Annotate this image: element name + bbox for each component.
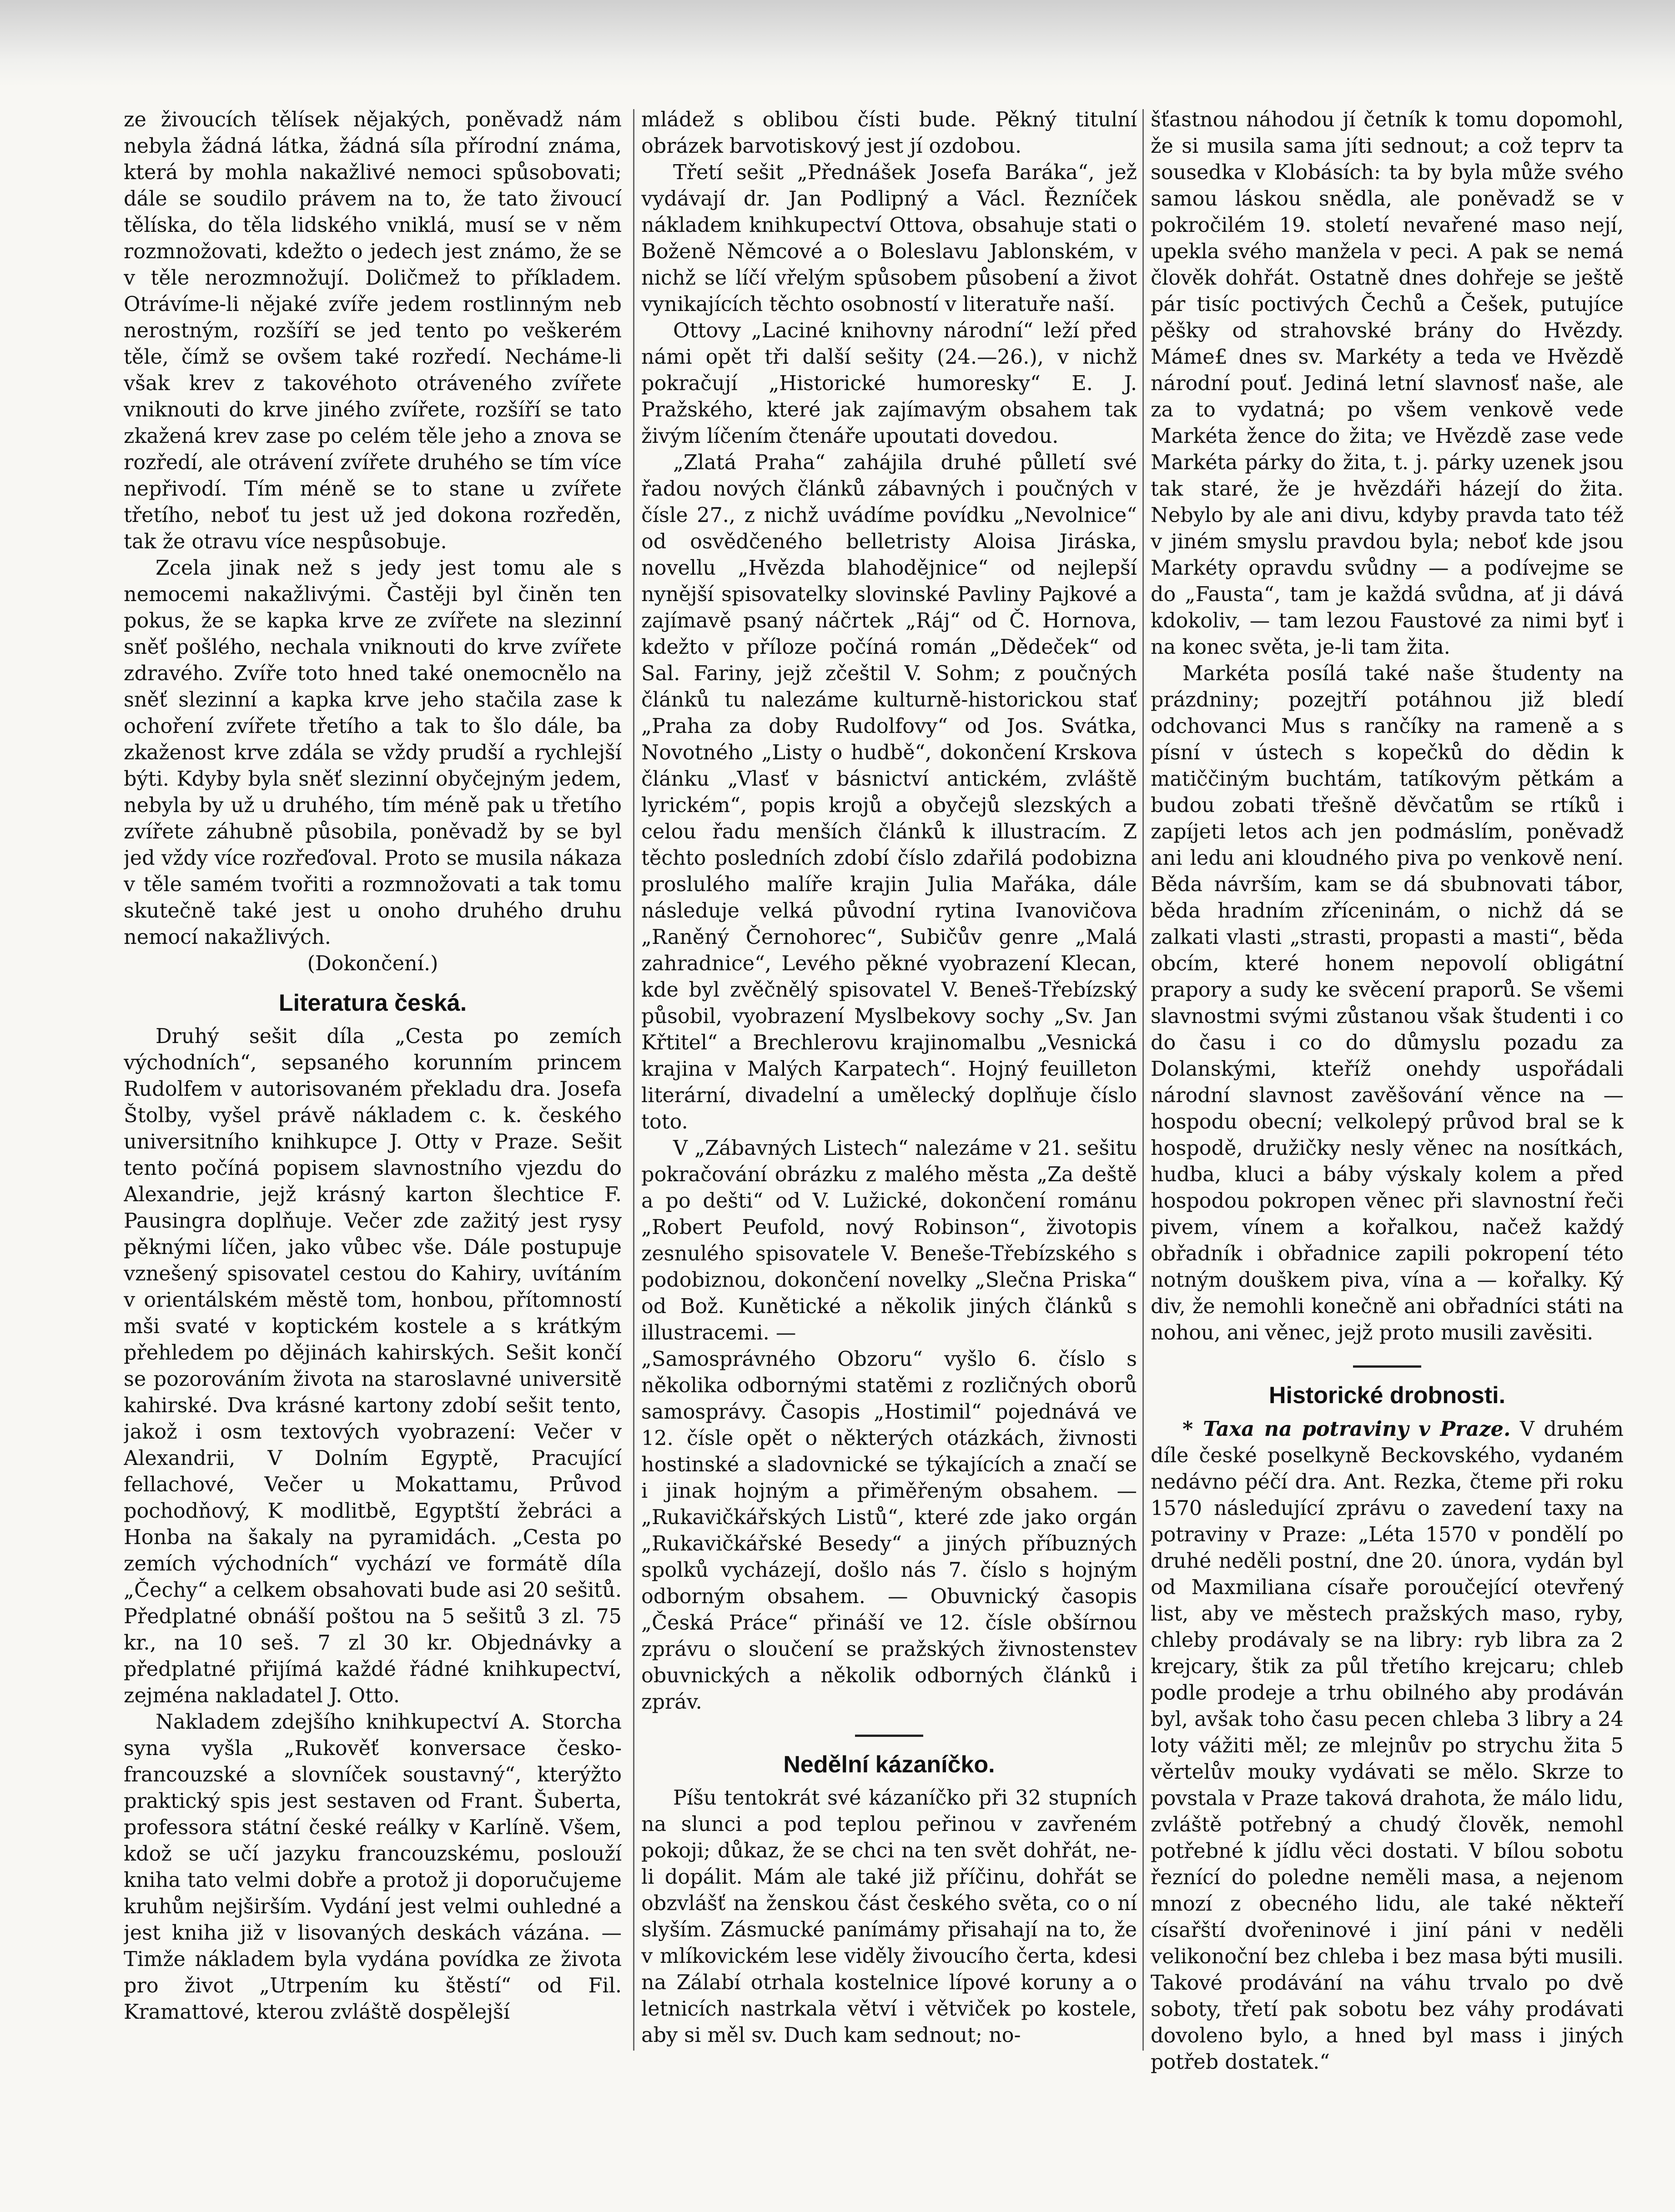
- article-paragraph: Třetí sešit „Přednášek Josefa Baráka“, jež vydávají dr. Jan Podlipný a Václ. Řezníček nákladem knihkupectví Ottova, obsahuje stati o Boženě Němcové a o Boleslavu Jablonském, v nichž se líčí vřelým spůsobem působení a život vynikajících těchto osobností v literatuře naší.: [641, 161, 1137, 316]
- item-text: V druhém díle české poselkyně Beckovského, vydaném nedávno péčí dra. Ant. Rezka, čteme při roku 1570 následující zprávu o zavedení taxy na potraviny v Praze: „Léta 1570 v pondělí po druhé neděli postní, dne 20. února, vydán byl od Maxmiliana císaře poroučející otevřený list, aby ve městech pražských maso, ryby, chleby prodávaly se na libry: ryb libra za 2 krejcary, štik za půl třetího krejcaru; chleb podle prodeje a trhu obilného aby prodáván byl, avšak toho času pecen chleba 3 libry a 24 loty vážiti měl; ze mlejnův po strychu žita 5 věrtelův mouky vydávati se mělo. Skrze to povstala v Praze taková drahota, že málo lidu, zvláště potřebný a chudý člověk, nemohl potřebné k jídlu věci dostati. V bílou sobotu řeznící do poledne neměli masa, a nejenom mnozí z obecného lidu, ale také někteří císařští dvořeninové i jiní páni v neděli velikonoční bez chleba i bez masa býti musili. Takové prodávání na váhu trvalo po dvě soboty, třetí pak sobotu bez váhy prodávati dovoleno bylo, a hned byl mass i jiných potřeb dostatek.“: [1151, 1418, 1624, 2074]
- column-2: [641, 107, 1137, 2153]
- column-divider: [1142, 109, 1144, 2051]
- section-heading: Historické drobnosti.: [1268, 1382, 1506, 1409]
- article-paragraph: „Samosprávného Obzoru“ vyšlo 6. číslo s několika odbornými statěmi z rozličných oborů samosprávy. Časopis „Hostimil“ pojednává ve 12. čísle opět o některých otázkách, živnosti hostinské a sladovnické se týkajících a značí se i jinak hojným a přiměřeným obsahem. — „Rukavičkářských Listů“, které zde jako orgán „Rukavičkářské Besedy“ a jiných příbuzných spolků vycházejí, došlo nás 7. číslo s hojným odborným obsahem. — Obuvnický časopis „Česká Práce“ přináší ve 12. čísle obšírnou zprávu o sloučení se pražských živnostenstev obuvnických a několik odborných článků i zpráv.: [641, 1348, 1137, 1714]
- article-paragraph: Markéta posílá také naše študenty na prázdniny; pozejtří potáhnou již bledí odchovanci Mus s rančíky na rameně a s písní v ústech s kopečků do dědin k matiččiným buchtám, tatíkovým pětkám a budou zobati třešně děvčatům se rtíků i zapíjeti letos ach jen podmáslím, poněvadž ani ledu ani kloudného piva po venkově není. Běda návrším, kam se dá sbubnovati tábor, běda hradním zříceninám, o nichž dá se zalkati vlasti „strasti, propasti a masti“, běda obcím, které honem nepovolí obligátní prapory a sudy ke svěcení praporů. Se všemi slavnostmi svými zůstanou však študenti i co do času i co do důmyslu pozadu za Dolanskými, kteříž onehdy uspořádali národní slavnost zavěšování věnce na — hospodu obecní; velkolepý průvod bral se k hospodě, družičky nesly věnec na nosítkách, hudba, kluci a báby výskaly kolem a před hospodou pokropen věnec při slavnostní řeči pivem, vínem a kořalkou, načež každý obřadník i obřadnice zapili pokropení této notným douškem piva, vína a — kořalky. Ký div, že nemohli konečně ani obřadníci státi na nohou, ani věnec, jejž proto musili zavěsiti.: [1151, 662, 1624, 1344]
- continuation-note: (Dokončení.): [307, 952, 438, 975]
- section-heading: Literatura česká.: [278, 990, 467, 1016]
- article-paragraph: Zcela jinak než s jedy jest tomu ale s nemocemi nakažlivými. Častěji byl činěn ten pokus, že se kapka krve ze zvířete na slezinní sněť pošlého, nechala vniknouti do krve zvířete zdravého. Zvíře toto hned také onemocnělo na sněť slezinní a kapka krve jeho stačila zase k ochoření zvířete třetího a tak to šlo dále, ba zkaženost krve zdála se vždy prudší a rychlejší býti. Kdyby byla sněť slezinní obyčejným jedem, nebyla by už u druhého, tím méně pak u třetího zvířete záhubně působila, poněvadž by se byl jed vždy více rozřeďoval. Proto se musila nákaza v těle samém tvořiti a rozmnožovati a tak tomu skutečně také jest u onoho druhého druhu nemocí nakažlivých.: [124, 557, 622, 949]
- article-paragraph: Ottovy „Laciné knihovny národní“ leží před námi opět tři další sešity (24.—26.), v nichž pokračují „Historické humoresky“ E. J. Pražského, které jak zajímavým obsahem tak živým líčením čtenáře upoutati dovedou.: [641, 319, 1137, 448]
- section-rule: [1353, 1365, 1421, 1368]
- article-paragraph: ze živoucích tělísek nějakých, poněvadž nám nebyla žádná látka, žádná síla přírodní známa, která by mohla nakažlivé nemoci spůsobovati; dále se soudilo právem na to, že tato živoucí tělíska, do těla lidského vniklá, musí se v něm rozmnožovati, kdežto o jedech jest známo, že se v těle nerozmnožují. Doličmež to příkladem. Otrávíme-li nějaké zvíře jedem rostlinným neb nerostným, rozšíří se jed tento po veškerém těle, čímž se ovšem také rozředí. Necháme-li však krev z takovéhoto otráveného zvířete vniknouti do krve jiného zvířete, rozšíří se tato zkažená krev zase po celém těle jeho a znova se rozředí, ale otrávení zvířete druhého se tím více nepřivodí. Tím méně se to stane u zvířete třetího, neboť tu jest už jed dokona rozředěn, tak že otravu více nespůsobuje.: [124, 108, 622, 553]
- section-heading: Nedělní kázaníčko.: [783, 1751, 995, 1778]
- article-paragraph: „Zlatá Praha“ zahájila druhé půlletí své řadou nových článků zábavných i poučných v čísle 27., z nichž uvádíme povídku „Nevolnice“ od osvědčeného belletristy Aloisa Jiráska, novellu „Hvězda blahodějnice“ od nejlepší nynější spisovatelky slovinské Pavliny Pajkové a zajímavě psaný náčrtek „Ráj“ od Č. Hornova, kdežto v příloze počíná román „Dědeček“ od Sal. Fariny, jejž zčeštil V. Sohm; z poučných článků tu nalezáme kulturně-historickou stať „Praha za doby Rudolfovy“ od Jos. Svátka, Novotného „Listy o hudbě“, dokončení Krskova článku „Vlasť v básnictví antickém, zvláště lyrickém“, popis krojů a obyčejů slezských a celou řadu menších článků k illustracím. Z těchto posledních zdobí číslo zdařilá podobizna proslulého malíře krajin Julia Mařáka, dále následuje velká původní rytina Ivanovičova „Raněný Černohorec“, Subičův genre „Malá zahradnice“, Levého pěkné vyobrazení Klecan, kde byl zvěčnělý spisovatel V. Beneš-Třebízský působil, vyobrazení Myslbekovy sochy „Sv. Jan Křtitel“ a Brechlerovu krajinomalbu „Vesnická krajina v Malých Karpatech“. Hojný feuilleton literární, divadelní a umělecký doplňuje číslo toto.: [641, 451, 1137, 1134]
- article-paragraph: Píšu tentokrát své kázaníčko při 32 stupních na slunci a pod teplou peřinou v zavřeném pokoji; důkaz, že se chci na ten svět dohřát, ne-li dopálit. Mám ale také již příčinu, dohřát se obzvlášť na ženskou část českého světa, co o ní slyším. Zásmucké panímámy přisahají na to, že v mlíkovickém lese viděly živoucího čerta, kdesi na Zálabí otrhala kostelnice lípové koruny a o letnicích nastrkala větví i větviček po kostele, aby si měl sv. Duch kam sednout; no-: [641, 1786, 1137, 2047]
- article-paragraph: V „Zábavných Listech“ nalezáme v 21. sešitu pokračování obrázku z malého města „Za deště a po dešti“ od V. Lužické, dokončení románu „Robert Peufold, nový Robinson“, životopis zesnulého spisovatele V. Beneše-Třebízského s podobiznou, dokončení novelky „Slečna Priska“ od Bož. Kunětické a několik jiných článků s illustracemi. —: [641, 1137, 1137, 1344]
- section-rule: [855, 1735, 923, 1737]
- column-divider: [633, 109, 634, 2051]
- article-paragraph: Druhý sešit díla „Cesta po zemích východních“, sepsaného korunním princem Rudolfem v autorisovaném překladu dra. Josefa Štolby, vyšel právě nákladem c. k. českého universitního knihkupce J. Otty v Praze. Sešit tento počíná popisem slavnostního vjezdu do Alexandrie, jejž krásný karton šlechtice F. Pausingra doplňuje. Večer zde zažitý jest rysy pěknými líčen, jako vůbec vše. Dále postupuje vznešený spisovatel cestou do Kahiry, uvítáním v orientálském městě tom, honbou, přítomností mši svaté v koptickém kostele a s krátkým přehledem po dějinách kahirských. Sešit končí se pozorováním života na staroslavné universitě kahirské. Dva krásné kartony zdobí sešit tento, jakož i osm textových vyobrazení: Večer v Alexandrii, V Dolním Egyptě, Pracující fellachové, Večer u Mokattamu, Průvod pochodňový, K modlitbě, Egyptští žebráci a Honba na šakaly na pyramidách. „Cesta po zemích východních“ vychází ve formátě díla „Čechy“ a celkem obsahovati bude asi 20 sešitů. Předplatné obnáší poštou na 5 sešitů 3 zl. 75 kr., na 10 seš. 7 zl 30 kr. Objednávky a předplatné přijímá každé řádné knihkupectví, zejména nakladatel J. Otto.: [124, 1025, 622, 1707]
- column-3: [1151, 107, 1624, 2153]
- article-paragraph: Nakladem zdejšího knihkupectví A. Storcha syna vyšla „Rukověť konversace česko-francouzské a slovníček soustavný“, kterýžto praktický spis jest sestaven od Frant. Šuberta, professora státní české reálky v Karlíně. Všem, kdož se učí jazyku francouzskému, poslouží kniha tato velmi dobře a protož ji doporučujeme kruhům nejširším. Vydání jest velmi ouhledné a jest kniha již v lisovaných deskách vázána. — Timže nákladem byla vydána povídka ze života pro život „Utrpením ku štěstí“ od Fil. Kramattové, kterou zvláště dospělejší: [124, 1710, 622, 2024]
- scan-shadow: [0, 0, 1675, 86]
- column-1: [124, 107, 622, 2153]
- article-paragraph: [1151, 1416, 1624, 2076]
- item-title: * Taxa na potraviny v Praze.: [1182, 1417, 1511, 1441]
- article-paragraph: šťastnou náhodou jí četník k tomu dopomohl, že si musila sama jíti sednout; a což teprv ta sousedka v Klobásích: ta by byla může svého samou láskou snědla, ale poněvadž se v pokročilém 19. století nevařené maso nejí, upekla svého manžela v peci. A pak se nemá člověk dohřát. Ostatně dnes dohřeje se ještě pár tisíc poctivých Čechů a Češek, putujíce pěšky od strahovské brány do Hvězdy. Máme£ dnes sv. Markéty a teda ve Hvězdě národní pouť. Jediná letní slavnosť naše, ale za to vydatná; po všem venkově vede Markéta žence do žita; ve Hvězdě zase vede Markéta párky do žita, t. j. párky uzenek jsou tak staré, že je hvězdáři házejí do žita. Nebylo by ale ani divu, kdyby pravda tato též v jiném smyslu pravdou byla; neboť kde jsou Markéty opravdu svůdny — a podívejme se do „Fausta“, tam je každá svůdna, ať ji dává kdokoliv, — tam lezou Faustové za nimi byť i na konec světa, je-li tam žita.: [1151, 108, 1624, 659]
- article-paragraph: mládež s oblibou čísti bude. Pěkný titulní obrázek barvotiskový jest jí ozdobou.: [641, 108, 1137, 158]
